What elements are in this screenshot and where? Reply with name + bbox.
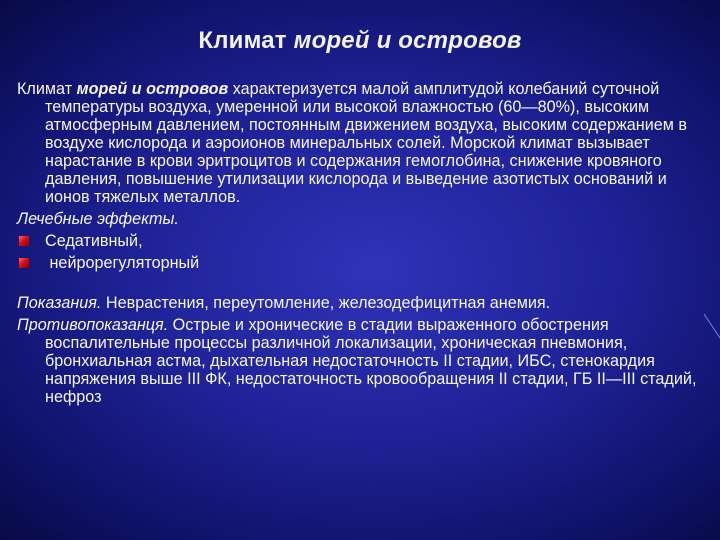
effect-item-sedative	[17, 232, 707, 250]
red-square-bullet-icon	[19, 236, 29, 246]
indications-paragraph	[17, 294, 707, 312]
spacer	[17, 276, 707, 294]
contraindications-paragraph	[17, 316, 707, 406]
effects-heading	[17, 210, 707, 228]
contraindications-text: Острые и хронические в стадии выраженного обострения воспалительные процессы различной локализации, хроническая пневмония, бронхиальная астма, дыхательная недостаточность II стадии, ИБС, стенокардия напряжения выше III ФК, недостаточность кровообращения II стадии, ГБ II—III стадий, нефроз	[45, 316, 697, 406]
slide-title	[0, 27, 720, 55]
intro-paragraph	[17, 80, 707, 206]
red-square-bullet-icon	[19, 258, 29, 268]
intro-emphasis: морей и островов	[76, 80, 229, 98]
contraindications-label: Противопоказанця.	[17, 316, 169, 334]
effect-item-label: нейрорегуляторный	[45, 254, 200, 272]
title-italic: морей и островов	[293, 27, 522, 54]
indications-label: Показания.	[17, 294, 102, 312]
slide-body	[17, 80, 707, 410]
intro-rest: характеризуется малой амплитудой колебаний суточной температуры воздуха, умеренной или высокой влажностью (60—80%), высоким атмосферным давлением, постоянным движением воздуха, высоким содержанием в воздухе кислорода и аэроионов минеральных солей. Морской климат вызывает нарастание в крови эритроцитов и содержания гемоглобина, снижение кровяного давления, повышение утилизации кислорода и выведение азотистых оснований и ионов тяжелых металлов.	[45, 80, 688, 206]
effect-item-neuroregulatory	[17, 254, 707, 272]
effects-heading-text: Лечебные эффекты.	[17, 210, 179, 228]
indications-text: Неврастения, переутомление, железодефицитная анемия.	[101, 294, 551, 312]
title-plain: Климат	[198, 27, 294, 54]
effect-item-label: Седативный,	[45, 232, 143, 250]
intro-lead: Климат	[17, 80, 77, 98]
decorative-line	[702, 312, 720, 352]
